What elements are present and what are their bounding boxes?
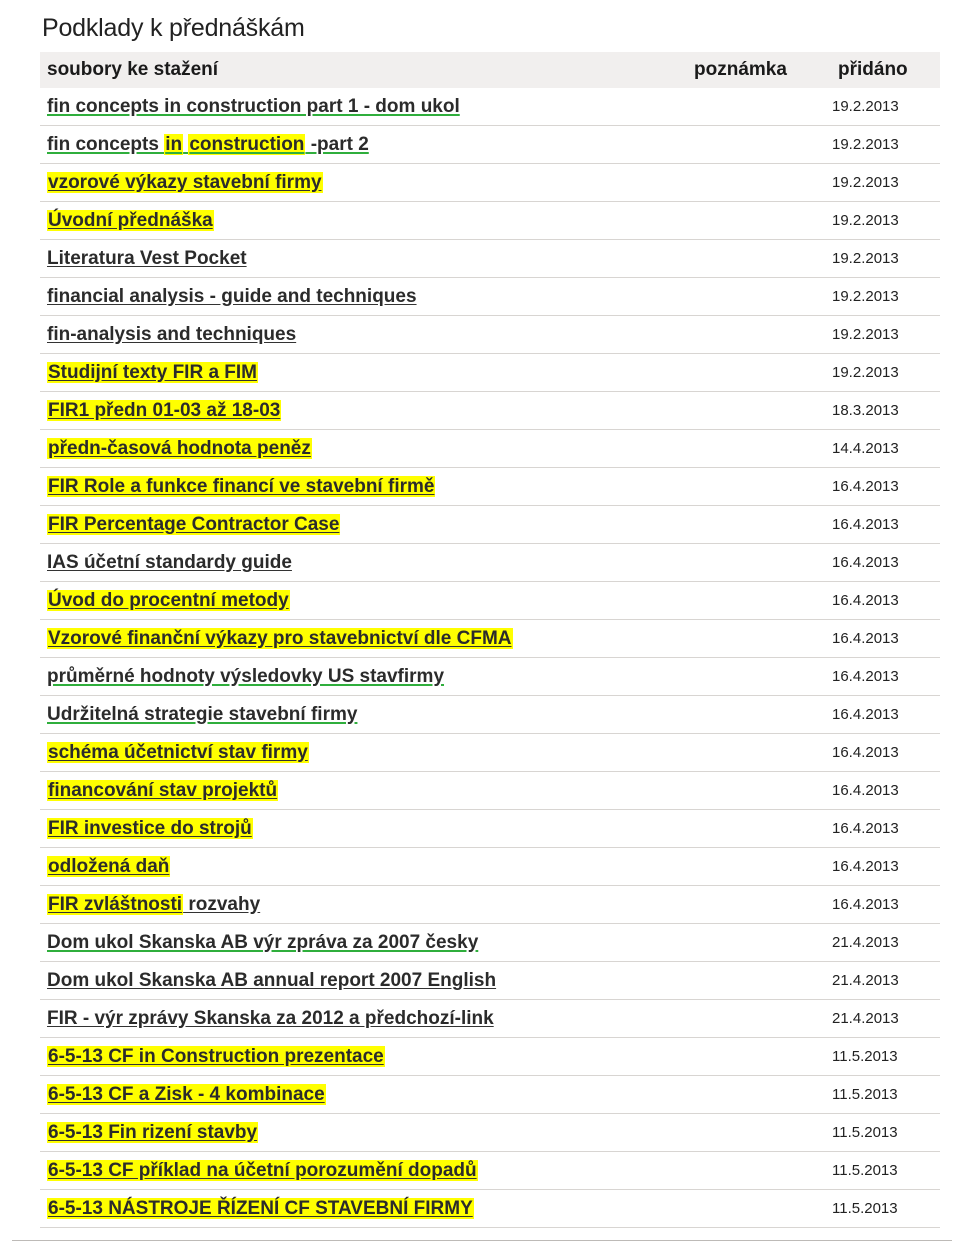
table-row	[40, 544, 940, 582]
file-link[interactable]: Studijní texty FIR a FIM	[48, 361, 258, 383]
date-cell: 11.5.2013	[832, 1124, 898, 1141]
file-link[interactable]: IAS účetní standardy guide	[47, 551, 292, 573]
file-cell	[40, 1084, 690, 1106]
file-cell	[40, 666, 690, 688]
date-cell: 21.4.2013	[832, 1010, 899, 1027]
file-cell	[40, 286, 690, 308]
file-cell	[40, 476, 690, 498]
file-cell	[40, 514, 690, 536]
file-link-part: fin concepts	[47, 133, 165, 155]
date-cell: 19.2.2013	[832, 212, 899, 229]
table-row	[40, 962, 940, 1000]
date-cell: 16.4.2013	[832, 630, 899, 647]
date-cell: 19.2.2013	[832, 250, 899, 267]
file-cell	[40, 1008, 690, 1030]
file-cell	[40, 324, 690, 346]
file-cell	[40, 590, 690, 612]
table-row	[40, 848, 940, 886]
files-table	[40, 52, 940, 1228]
file-link[interactable]: FIR Role a funkce financí ve stavební firmě	[48, 475, 435, 497]
table-row	[40, 354, 940, 392]
date-cell: 11.5.2013	[832, 1200, 898, 1217]
page-title: Podklady k přednáškám	[42, 14, 305, 42]
header-note: poznámka	[694, 59, 787, 80]
table-row	[40, 126, 940, 164]
file-cell	[40, 856, 690, 878]
file-cell	[40, 400, 690, 422]
file-link[interactable]	[47, 134, 369, 155]
table-row	[40, 582, 940, 620]
file-link[interactable]: vzorové výkazy stavební firmy	[48, 171, 322, 193]
table-row	[40, 696, 940, 734]
file-cell	[40, 780, 690, 802]
file-link-part: construction	[189, 133, 305, 155]
file-link[interactable]: 6-5-13 CF a Zisk - 4 kombinace	[48, 1083, 325, 1105]
file-link[interactable]: 6-5-13 NÁSTROJE ŘÍZENÍ CF STAVEBNÍ FIRMY	[48, 1197, 473, 1219]
table-row	[40, 506, 940, 544]
file-link[interactable]: předn-časová hodnota peněz	[48, 437, 311, 459]
file-link-part: in	[165, 133, 183, 155]
date-cell: 16.4.2013	[832, 516, 899, 533]
header-added: přidáno	[838, 59, 908, 80]
table-row	[40, 620, 940, 658]
date-cell: 19.2.2013	[832, 174, 899, 191]
table-row	[40, 658, 940, 696]
table-row	[40, 772, 940, 810]
date-cell: 19.2.2013	[832, 326, 899, 343]
file-link[interactable]: schéma účetnictví stav firmy	[48, 741, 308, 763]
file-cell	[40, 210, 690, 232]
date-cell: 16.4.2013	[832, 554, 899, 571]
table-row	[40, 240, 940, 278]
file-cell	[40, 1122, 690, 1144]
date-cell: 14.4.2013	[832, 440, 899, 457]
file-cell	[40, 932, 690, 954]
date-cell: 16.4.2013	[832, 668, 899, 685]
file-cell	[40, 134, 690, 156]
file-link-part: FIR zvláštnosti	[48, 893, 183, 915]
file-link[interactable]: financial analysis - guide and techniques	[47, 285, 417, 307]
date-cell: 16.4.2013	[832, 592, 899, 609]
file-link[interactable]: odložená daň	[48, 855, 170, 877]
table-row	[40, 468, 940, 506]
date-cell: 11.5.2013	[832, 1162, 898, 1179]
table-row	[40, 1000, 940, 1038]
date-cell: 16.4.2013	[832, 478, 899, 495]
date-cell: 11.5.2013	[832, 1048, 898, 1065]
table-body	[40, 88, 940, 1228]
file-cell	[40, 96, 690, 118]
file-link[interactable]: fin concepts in construction part 1 - dom ukol	[47, 95, 460, 117]
table-row	[40, 202, 940, 240]
file-link[interactable]: FIR Percentage Contractor Case	[48, 513, 340, 535]
file-link[interactable]: FIR1 předn 01-03 až 18-03	[48, 399, 281, 421]
file-link[interactable]: 6-5-13 CF příklad na účetní porozumění dopadů	[48, 1159, 477, 1181]
table-row	[40, 316, 940, 354]
date-cell: 19.2.2013	[832, 364, 899, 381]
bottom-divider	[12, 1240, 952, 1241]
table-row	[40, 810, 940, 848]
file-cell	[40, 818, 690, 840]
file-cell	[40, 628, 690, 650]
file-cell	[40, 552, 690, 574]
file-cell	[40, 970, 690, 992]
file-link[interactable]: FIR - výr zprávy Skanska za 2012 a předchozí-link	[47, 1007, 494, 1029]
file-link[interactable]	[47, 894, 260, 915]
file-cell	[40, 894, 690, 916]
date-cell: 16.4.2013	[832, 782, 899, 799]
table-row	[40, 886, 940, 924]
file-link[interactable]: Literatura Vest Pocket	[47, 247, 247, 269]
file-cell	[40, 704, 690, 726]
file-cell	[40, 438, 690, 460]
date-cell: 11.5.2013	[832, 1086, 898, 1103]
date-cell: 16.4.2013	[832, 744, 899, 761]
table-row	[40, 1038, 940, 1076]
table-header	[40, 52, 940, 88]
file-cell	[40, 172, 690, 194]
table-row	[40, 164, 940, 202]
file-link[interactable]: průměrné hodnoty výsledovky US stavfirmy	[47, 665, 445, 687]
file-cell	[40, 1198, 690, 1220]
table-row	[40, 924, 940, 962]
file-link[interactable]: 6-5-13 CF in Construction prezentace	[48, 1045, 384, 1067]
table-row	[40, 430, 940, 468]
date-cell: 16.4.2013	[832, 858, 899, 875]
table-row	[40, 1152, 940, 1190]
file-link[interactable]: Dom ukol Skanska AB výr zpráva za 2007 česky	[47, 931, 479, 953]
file-link[interactable]: Úvodní přednáška	[48, 209, 213, 231]
file-link-part: rozvahy	[183, 893, 261, 915]
file-cell	[40, 248, 690, 270]
file-link[interactable]: Úvod do procentní metody	[48, 589, 289, 611]
table-row	[40, 1076, 940, 1114]
date-cell: 19.2.2013	[832, 136, 899, 153]
table-row	[40, 88, 940, 126]
file-cell	[40, 1046, 690, 1068]
file-link[interactable]: fin-analysis and techniques	[47, 323, 297, 345]
file-link[interactable]: FIR investice do strojů	[48, 817, 252, 839]
file-link-part: -part 2	[305, 133, 369, 155]
date-cell: 19.2.2013	[832, 98, 899, 115]
date-cell: 16.4.2013	[832, 820, 899, 837]
file-link[interactable]: financování stav projektů	[48, 779, 278, 801]
file-link[interactable]: Udržitelná strategie stavební firmy	[47, 703, 358, 725]
file-cell	[40, 1160, 690, 1182]
table-row	[40, 734, 940, 772]
table-row	[40, 1114, 940, 1152]
date-cell: 21.4.2013	[832, 972, 899, 989]
file-link[interactable]: 6-5-13 Fin rizení stavby	[48, 1121, 258, 1143]
date-cell: 18.3.2013	[832, 402, 899, 419]
header-files: soubory ke stažení	[47, 59, 219, 80]
date-cell: 19.2.2013	[832, 288, 899, 305]
table-row	[40, 278, 940, 316]
file-cell	[40, 742, 690, 764]
date-cell: 16.4.2013	[832, 706, 899, 723]
date-cell: 21.4.2013	[832, 934, 899, 951]
file-link[interactable]: Dom ukol Skanska AB annual report 2007 English	[47, 969, 497, 991]
file-link[interactable]: Vzorové finanční výkazy pro stavebnictví dle CFMA	[48, 627, 512, 649]
date-cell: 16.4.2013	[832, 896, 899, 913]
file-cell	[40, 362, 690, 384]
table-row	[40, 392, 940, 430]
table-row	[40, 1190, 940, 1228]
